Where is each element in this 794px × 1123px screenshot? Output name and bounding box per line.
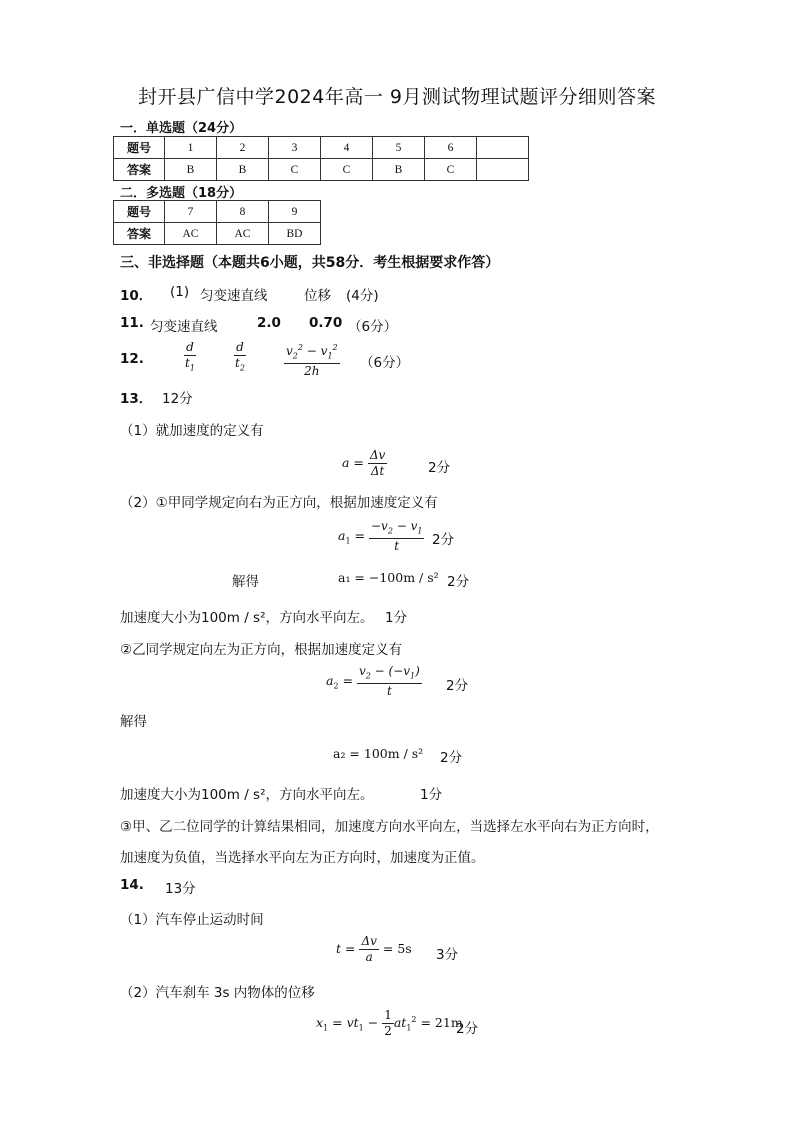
q13-formula-a2: $a_2$ = $\frac{v_2 - (-v_1)}{t}$ xyxy=(326,664,420,699)
q13-score-5: 2分 xyxy=(446,678,469,694)
section2-heading: 二．多选题（18分） xyxy=(120,186,243,201)
single-choice-table xyxy=(113,136,529,181)
q13-score-4: 1分 xyxy=(385,610,408,626)
section1-heading: 一．单选题（24分） xyxy=(120,121,243,136)
q14-total: 13分 xyxy=(165,881,196,897)
answer-cell: B xyxy=(373,159,425,181)
q11-score: （6分） xyxy=(348,319,398,335)
table-row xyxy=(114,159,529,181)
q12-formula-1: $\frac{d}{t_1}$ xyxy=(185,340,195,373)
answer-cell: AC xyxy=(217,223,269,245)
q12-formula-2: $\frac{d}{t_2}$ xyxy=(235,340,245,373)
q13-part1-text: （1）就加速度的定义有 xyxy=(120,423,264,439)
q13-formula-a1: $a_1$ = $\frac{-v_2 - v_1}{t}$ xyxy=(338,519,423,554)
q13-total: 12分 xyxy=(162,391,193,407)
q13-score-7: 1分 xyxy=(420,787,443,803)
q13-score-1: 2分 xyxy=(428,460,451,476)
question-cell: 8 xyxy=(217,201,269,223)
q14-formula-time: t = $\frac{\Delta v}{a}$ = 5s xyxy=(336,934,412,964)
row-header-question: 题号 xyxy=(114,201,165,223)
q14-eq1-tail: = 5s xyxy=(382,941,412,956)
q12-score: （6分） xyxy=(360,355,410,371)
answer-cell: AC xyxy=(165,223,217,245)
q13-part4-line2: 加速度为负值，当选择水平向左为正方向时，加速度为正值。 xyxy=(120,850,485,866)
question-cell: 9 xyxy=(269,201,321,223)
section3-heading: 三、非选择题（本题共6小题，共58分．考生根据要求作答） xyxy=(120,255,500,271)
question-cell: 4 xyxy=(321,137,373,159)
q13-score-2: 2分 xyxy=(432,532,455,548)
answer-cell: C xyxy=(425,159,477,181)
question-cell: 5 xyxy=(373,137,425,159)
q10-answer-2: 位移 xyxy=(304,288,331,304)
q13-solve-2: 解得 xyxy=(120,714,147,730)
q14-eq2-tail: = 21m xyxy=(420,1015,463,1030)
page-title: 封开县广信中学2024年高一 9月测试物理试题评分细则答案 xyxy=(138,86,656,108)
q13-conclusion-1: 加速度大小为100m / s²，方向水平向左。 xyxy=(120,610,374,626)
q14-part1-text: （1）汽车停止运动时间 xyxy=(120,912,264,928)
table-row xyxy=(114,137,529,159)
row-header-answer: 答案 xyxy=(114,159,165,181)
answer-cell: C xyxy=(321,159,373,181)
question-cell xyxy=(477,137,529,159)
q11-answer-3: 0.70 xyxy=(309,315,343,331)
q11-answer-2: 2.0 xyxy=(257,315,281,331)
q14-score-1: 3分 xyxy=(436,947,459,963)
question-cell: 7 xyxy=(165,201,217,223)
q13-formula-accel-def: a = $\frac{\Delta v}{\Delta t}$ xyxy=(342,448,386,478)
row-header-question: 题号 xyxy=(114,137,165,159)
table-row xyxy=(114,223,321,245)
multi-choice-table xyxy=(113,200,321,245)
q13-result-2: a₂ = 100m / s² xyxy=(333,746,424,761)
answer-cell: BD xyxy=(269,223,321,245)
q10-number: 10． xyxy=(120,288,153,304)
q13-score-3: 2分 xyxy=(447,574,470,590)
q11-number: 11. xyxy=(120,315,144,331)
question-cell: 2 xyxy=(217,137,269,159)
q14-score-2: 2分 xyxy=(456,1021,479,1037)
q13-part4-line1: ③甲、乙二位同学的计算结果相同，加速度方向水平向左，当选择左水平向右为正方向时， xyxy=(120,819,659,835)
q10-answer-1: 匀变速直线 xyxy=(200,288,268,304)
answer-cell: C xyxy=(269,159,321,181)
q14-part2-text: （2）汽车刹车 3s 内物体的位移 xyxy=(120,985,315,1001)
table-row xyxy=(114,201,321,223)
q13-conclusion-2: 加速度大小为100m / s²，方向水平向左。 xyxy=(120,787,374,803)
q13-score-6: 2分 xyxy=(440,750,463,766)
q11-answer-1: 匀变速直线 xyxy=(150,319,218,335)
q13-part2-text: （2）①甲同学规定向右为正方向，根据加速度定义有 xyxy=(120,495,438,511)
q10-score: (4分) xyxy=(346,288,379,304)
q13-part3-text: ②乙同学规定向左为正方向，根据加速度定义有 xyxy=(120,642,403,658)
answer-cell: B xyxy=(165,159,217,181)
q12-formula-3: $\frac{v_2^2 - v_1^2}{2h}$ xyxy=(284,340,340,379)
answer-cell: B xyxy=(217,159,269,181)
question-cell: 1 xyxy=(165,137,217,159)
row-header-answer: 答案 xyxy=(114,223,165,245)
q12-number: 12. xyxy=(120,351,144,367)
answer-cell xyxy=(477,159,529,181)
q10-part: (1) xyxy=(170,284,190,300)
q13-number: 13． xyxy=(120,391,153,407)
q13-solve-1: 解得 xyxy=(232,574,259,590)
question-cell: 6 xyxy=(425,137,477,159)
q14-number: 14. xyxy=(120,877,144,893)
question-cell: 3 xyxy=(269,137,321,159)
q13-result-1: a₁ = −100m / s² xyxy=(338,570,439,585)
q14-formula-displacement: $x_1 = vt_1$ − $\frac{1}{2}$ $at_1^2 = 21m$ xyxy=(316,1008,463,1038)
